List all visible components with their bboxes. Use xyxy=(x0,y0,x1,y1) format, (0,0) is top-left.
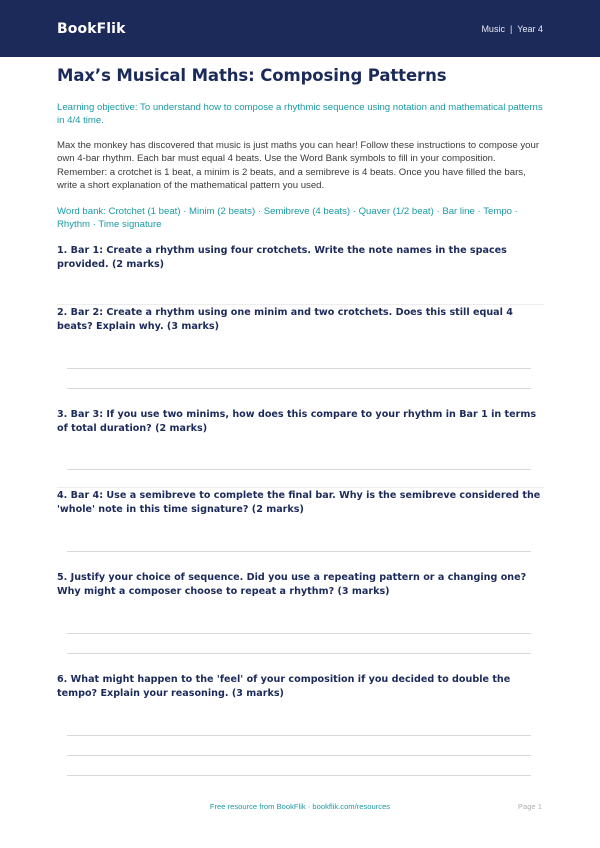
page-number: Page 1 xyxy=(517,802,542,811)
brand-logo[interactable]: BookFlik xyxy=(57,20,126,37)
header-bar xyxy=(0,0,600,57)
meta-separator: | xyxy=(509,23,513,34)
word-bank: Word bank: Crotchet (1 beat) · Minim (2 beats) · Semibreve (4 beats) · Quaver (1/2 beat) · Bar line · Tempo · Rhythm · Time signature xyxy=(57,205,518,230)
page-title: Max’s Musical Maths: Composing Patterns xyxy=(57,66,447,85)
page-footer xyxy=(0,802,600,814)
answer-line[interactable] xyxy=(67,755,531,756)
learning-objective: Learning objective: To understand how to compose a rhythmic sequence using notation and mathematical patterns in 4/4 time. xyxy=(57,102,543,126)
answer-line[interactable] xyxy=(67,388,531,389)
question-5: 5. Justify your choice of sequence. Did you use a repeating pattern or a changing one? Why might a composer choose to repeat a rhythm? (3 marks) xyxy=(57,572,527,597)
question-divider xyxy=(57,304,544,305)
header-meta xyxy=(481,24,543,34)
answer-line[interactable] xyxy=(67,735,531,736)
question-2: 2. Bar 2: Create a rhythm using one minim and two crotchets. Does this still equal 4 beats? Explain why. (3 marks) xyxy=(57,307,513,332)
answer-line[interactable] xyxy=(67,775,531,776)
answer-line[interactable] xyxy=(67,633,531,634)
question-1: 1. Bar 1: Create a rhythm using four crotchets. Write the note names in the spaces provided. (2 marks) xyxy=(57,245,507,270)
question-divider xyxy=(57,487,544,488)
answer-line[interactable] xyxy=(67,653,531,654)
worksheet-intro xyxy=(57,65,544,231)
subject-label: Music xyxy=(481,23,505,34)
answer-line[interactable] xyxy=(67,368,531,369)
answer-line[interactable] xyxy=(67,469,531,470)
footer-link[interactable]: Free resource from BookFlik · bookflik.com/resources xyxy=(209,802,391,811)
question-6: 6. What might happen to the 'feel' of your composition if you decided to double the tempo? Explain your reasoning. (3 marks) xyxy=(57,674,511,699)
question-3: 3. Bar 3: If you use two minims, how does this compare to your rhythm in Bar 1 in terms of total duration? (2 marks) xyxy=(57,409,537,434)
question-4: 4. Bar 4: Use a semibreve to complete the final bar. Why is the semibreve considered the 'whole' note in this time signature? (2 marks) xyxy=(57,490,541,515)
year-label: Year 4 xyxy=(517,23,543,34)
instructions-text: Max the monkey has discovered that music is just maths you can hear! Follow these instructions to compose your own 4-bar rhythm. Each bar must equal 4 beats. Use the Word Bank symbols to fill in your composition. Remember: a crotchet is 1 beat, a minim is 2 beats, and a semibreve is 4 beats. Once you have filled the bars, write a short explanation of the mathematical pattern you used. xyxy=(57,140,540,192)
answer-line[interactable] xyxy=(67,551,531,552)
